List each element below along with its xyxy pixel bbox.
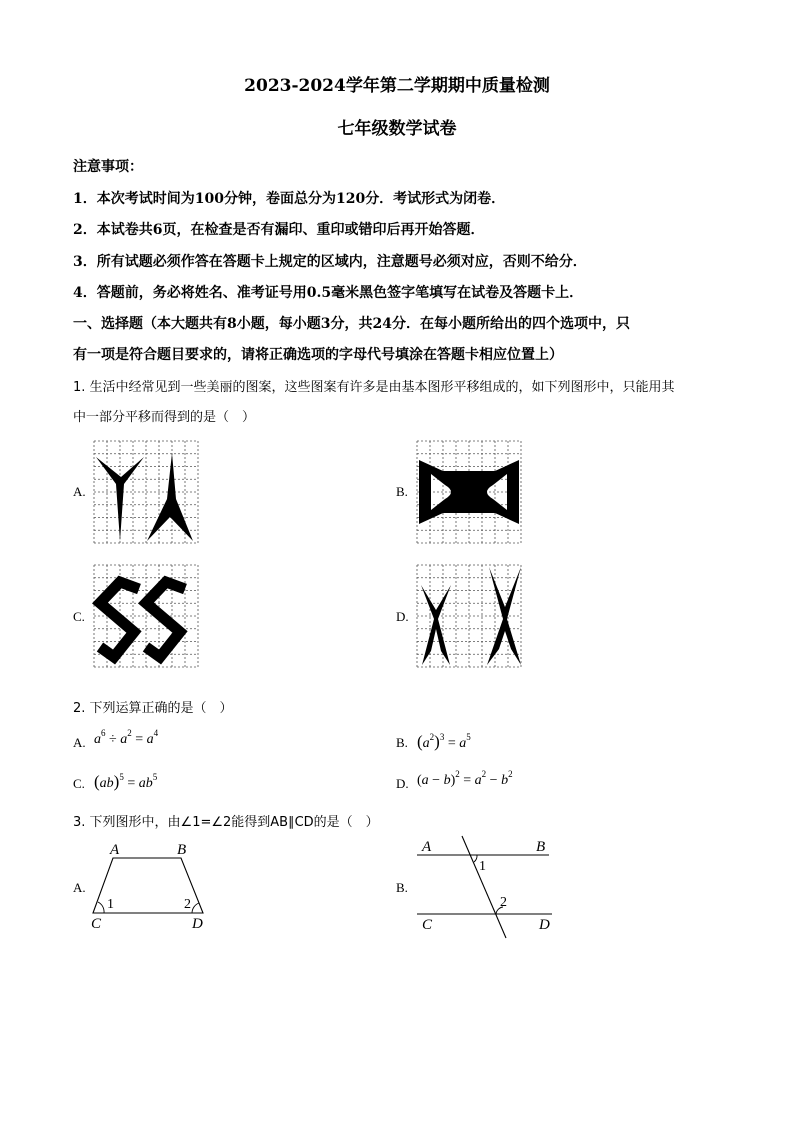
q3-figure-a [85,840,215,930]
q1-figure-b [417,441,521,543]
notice-item-1: 1．本次考试时间为100分钟，卷面总分为120分．考试形式为闭卷． [73,191,506,207]
q1-option-d-label: D. [396,609,409,624]
q3b-angle-2: 2 [500,895,507,910]
q1-figure-a [94,441,198,543]
q1-figure-d [417,565,521,667]
q3b-label-b: B [536,839,546,855]
q3b-angle-1: 1 [479,859,486,874]
q3b-label-a: A [422,839,432,855]
q3a-label-b: B [177,842,187,858]
notice-item-4: 4．答题前，务必将姓名、准考证号用0.5毫米黑色签字笔填写在试卷及答题卡上． [73,285,584,301]
notice-item-2: 2．本试卷共6页，在检查是否有漏印、重印或错印后再开始答题． [73,222,485,238]
q1-stem-line1: 1. 生活中经常见到一些美丽的图案，这些图案有许多是由基本图形平移组成的，如下列图形中，只能用其 [73,380,675,395]
q1-option-b-label: B. [396,484,408,499]
q2-option-b-label: B. [396,735,408,750]
q2-stem: 2. 下列运算正确的是（ ） [73,701,233,716]
q3a-label-c: C [91,916,102,932]
q3-stem: 3. 下列图形中，由∠1=∠2能得到AB∥CD的是（ ） [73,815,379,830]
q3-option-b-label: B. [396,880,408,895]
exam-subtitle: 七年级数学试卷 [337,119,457,139]
q1-option-a-label: A. [73,484,86,499]
q3a-label-a: A [110,842,120,858]
notice-heading: 注意事项： [73,159,143,175]
q3a-angle-2: 2 [184,897,191,912]
q3a-label-d: D [192,916,203,932]
exam-title: 2023-2024学年第二学期期中质量检测 [244,76,550,96]
q1-option-c-label: C. [73,609,85,624]
q3-figure-b [415,834,560,940]
q2-option-d-label: D. [396,776,409,791]
q2-option-c-expression: $(ab)^5 = ab^5$ [94,772,158,791]
q2-option-c-label: C. [73,776,85,791]
q1-stem-line2: 中一部分平移而得到的是（ ） [73,410,256,425]
q3b-label-d: D [539,917,550,933]
q3b-label-c: C [422,917,433,933]
notice-item-3: 3．所有试题必须作答在答题卡上规定的区域内，注意题号必须对应，否则不给分． [73,254,587,270]
q2-option-b-expression: $(a^2)^3 = a^5$ [417,732,471,751]
q1-figure-c [94,565,198,667]
section-heading-line2: 有一项是符合题目要求的，请将正确选项的字母代号填涂在答题卡相应位置上） [73,347,563,363]
q2-option-a-expression: $a^6 \div a^2 = a^4$ [94,728,159,747]
section-heading-line1: 一、选择题（本大题共有8小题，每小题3分，共24分．在每小题所给出的四个选项中，只 [73,316,630,332]
q3a-angle-1: 1 [107,897,114,912]
q2-option-a-label: A. [73,735,86,750]
q2-option-d-expression: $(a - b)^2 = a^2 - b^2$ [417,769,513,788]
q3-option-a-label: A. [73,880,86,895]
